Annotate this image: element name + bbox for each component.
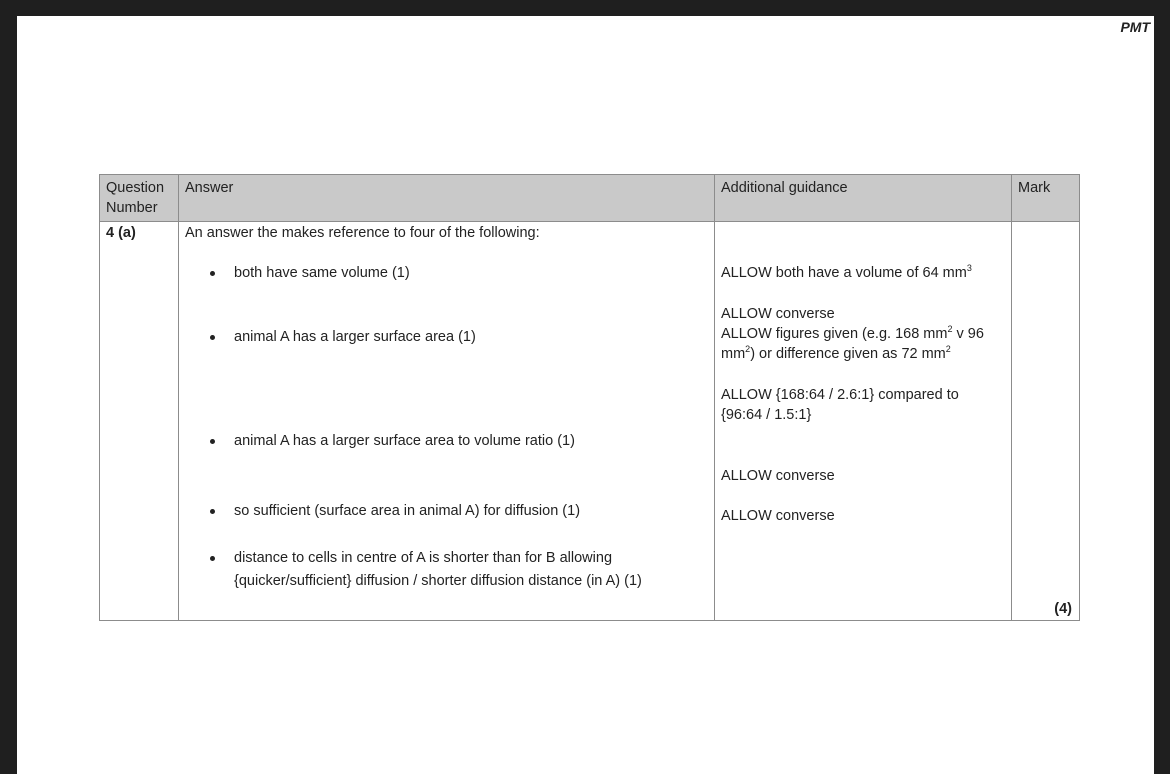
guidance-4: ALLOW converse [721, 468, 835, 484]
guidance-2-line-2b: v 96 [952, 326, 984, 342]
answer-point-1: both have same volume (1) [234, 265, 410, 281]
guidance-2-sup-3: 2 [945, 344, 951, 354]
document-page [17, 16, 1154, 774]
guidance-1-text: ALLOW both have a volume of 64 mm [721, 265, 967, 281]
answer-cell [179, 222, 715, 621]
guidance-1-sup: 3 [966, 263, 972, 273]
guidance-2-line-1: ALLOW converse [721, 306, 835, 322]
answer-point-5-line-1: distance to cells in centre of A is shorter than for B allowing [234, 550, 613, 566]
question-number-cell [100, 222, 179, 621]
guidance-cell [715, 222, 1012, 621]
guidance-2-line-3b: ) or difference given as 72 mm [750, 346, 946, 362]
answer-intro: An answer the makes reference to four of the following: [185, 225, 540, 241]
mark-cell [1012, 222, 1080, 621]
answer-point-3: animal A has a larger surface area to volume ratio (1) [234, 433, 575, 449]
header-answer: Answer [179, 175, 715, 222]
header-mark: PMT [1120, 19, 1150, 35]
bullet-icon [210, 509, 215, 514]
header-mark: Mark [1012, 175, 1080, 222]
answer-point-2: animal A has a larger surface area (1) [234, 329, 476, 345]
question-number: 4 (a) [106, 225, 136, 241]
guidance-3-line-2: {96:64 / 1.5:1} [721, 407, 812, 423]
header-question-number: Question Number [100, 175, 179, 222]
bullet-icon [210, 271, 215, 276]
bullet-icon [210, 439, 215, 444]
table-header-row [100, 175, 1080, 222]
guidance-5: ALLOW converse [721, 508, 835, 524]
guidance-2-line-2a: ALLOW figures given (e.g. 168 mm [721, 326, 948, 342]
mark-scheme-table [99, 174, 1080, 621]
bullet-icon [210, 335, 215, 340]
bullet-icon [210, 556, 215, 561]
table-row [100, 222, 1080, 621]
guidance-2-line-3 [721, 344, 951, 364]
guidance-2-sup-2: 2 [745, 344, 751, 354]
mark-total: (4) [1054, 601, 1072, 617]
guidance-3-line-1: ALLOW {168:64 / 2.6:1} compared to [721, 387, 959, 403]
guidance-1 [721, 263, 972, 283]
header-guidance: Additional guidance [715, 175, 1012, 222]
answer-point-5-line-2: {quicker/sufficient} diffusion / shorter diffusion distance (in A) (1) [234, 573, 642, 589]
guidance-2-sup-1: 2 [947, 324, 953, 334]
guidance-2-line-2 [721, 324, 984, 344]
answer-point-4: so sufficient (surface area in animal A) for diffusion (1) [234, 503, 581, 519]
guidance-2-line-3a: mm [721, 346, 746, 362]
